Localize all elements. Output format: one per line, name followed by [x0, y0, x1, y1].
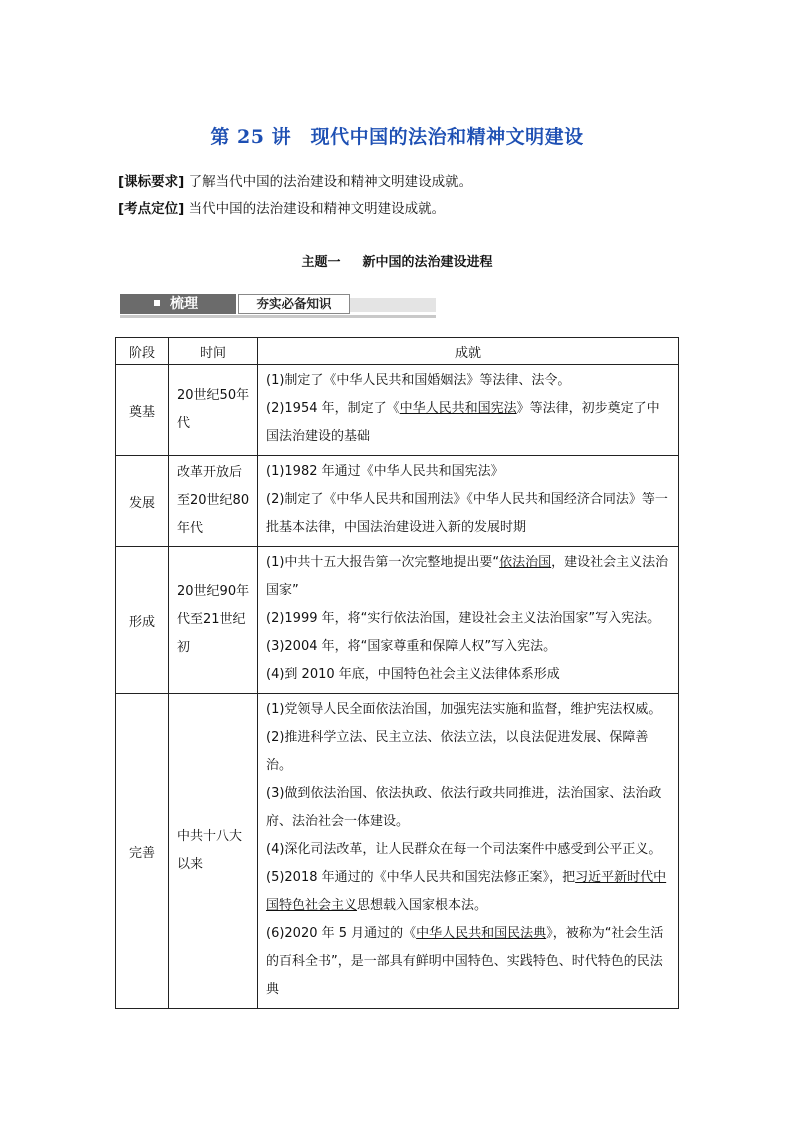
requirement-text: 了解当代中国的法治建设和精神文明建设成就。 [188, 174, 473, 190]
banner-label-text: 梳理 [170, 296, 198, 312]
achievement-text: 思想载入国家根本法。 [357, 898, 488, 913]
section-banner [120, 292, 436, 318]
achievement-item [266, 661, 672, 689]
time-cell: 改革开放后至20世纪80年代 [169, 456, 258, 547]
achievement-item [266, 458, 672, 486]
achievement-text: (2)1954 年，制定了《 [266, 401, 400, 416]
achievement-text: (1)党领导人民全面依法治国，加强宪法实施和监督，维护宪法权威。 [266, 702, 662, 717]
achievement-text: 》，被称为“社会生活的百科全书”，是一部具有鲜明中国特色、实践特色、时代特色的民法典 [266, 926, 664, 997]
achievement-item [266, 724, 672, 780]
exam-focus [118, 199, 445, 219]
time-cell: 20世纪90年代至21世纪初 [169, 547, 258, 694]
time-cell: 20世纪50年代 [169, 365, 258, 456]
achievement-text: (2)1999 年，将“实行依法治国，建设社会主义法治国家”写入宪法。 [266, 611, 661, 626]
underlined-term: 中华人民共和国宪法 [399, 401, 517, 416]
achievement-item [266, 605, 672, 633]
requirement-text: 当代中国的法治建设和精神文明建设成就。 [188, 201, 446, 217]
achievements-cell [258, 547, 679, 694]
header-achievements: 成就 [258, 338, 679, 365]
legal-development-table [115, 337, 679, 1009]
header-time: 时间 [169, 338, 258, 365]
banner-underline [120, 315, 436, 318]
achievement-text: (3)2004 年，将“国家尊重和保障人权”写入宪法。 [266, 639, 557, 654]
achievements-cell [258, 456, 679, 547]
header-stage: 阶段 [116, 338, 169, 365]
theme-heading [0, 251, 794, 270]
table-header-row [116, 338, 679, 365]
achievement-text: (4)深化司法改革，让人民群众在每一个司法案件中感受到公平正义。 [266, 842, 662, 857]
table-row [116, 547, 679, 694]
achievement-item [266, 395, 672, 451]
table-row [116, 365, 679, 456]
requirement-tag: [考点定位] [118, 201, 185, 217]
achievement-text: (2)制定了《中华人民共和国刑法》《中华人民共和国经济合同法》等一批基本法律，中国法治建设进入新的发展时期 [266, 492, 668, 535]
requirement-tag: [课标要求] [118, 174, 185, 190]
achievement-text: (3)做到依法治国、依法执政、依法行政共同推进，法治国家、法治政府、法治社会一体建设。 [266, 786, 662, 829]
banner-subtitle: 夯实必备知识 [238, 294, 350, 314]
achievement-item [266, 780, 672, 836]
stage-cell: 完善 [116, 694, 169, 1009]
underlined-term: 中华人民共和国民法典 [416, 926, 547, 941]
banner-label [120, 294, 236, 314]
achievement-item [266, 549, 672, 605]
achievement-text: (1)制定了《中华人民共和国婚姻法》等法律、法令。 [266, 373, 571, 388]
curriculum-requirement [118, 172, 472, 192]
underlined-term: 依法治国 [499, 555, 552, 570]
achievements-cell [258, 365, 679, 456]
achievement-item [266, 633, 672, 661]
stage-cell: 形成 [116, 547, 169, 694]
square-bullet-icon [154, 300, 160, 306]
achievement-text: (1)1982 年通过《中华人民共和国宪法》 [266, 464, 504, 479]
achievement-text: (2)推进科学立法、民主立法、依法立法，以良法促进发展、保障善治。 [266, 730, 649, 773]
stage-cell: 奠基 [116, 365, 169, 456]
achievement-text: 》等法律，初步奠定了中国法治建设的基础 [266, 401, 660, 444]
table-row [116, 456, 679, 547]
achievement-text: (1)中共十五大报告第一次完整地提出要“ [266, 555, 500, 570]
achievements-cell [258, 694, 679, 1009]
achievement-text: ，建设社会主义法治国家” [266, 555, 669, 598]
achievement-item [266, 367, 672, 395]
achievement-text: (5)2018 年通过的《中华人民共和国宪法修正案》，把 [266, 870, 576, 885]
page-title: 第 25 讲 现代中国的法治和精神文明建设 [210, 126, 584, 148]
achievement-text: (4)到 2010 年底，中国特色社会主义法律体系形成 [266, 667, 560, 682]
stage-cell: 发展 [116, 456, 169, 547]
banner-tail [350, 298, 436, 312]
theme-label: 主题一 [301, 255, 341, 270]
table-row [116, 694, 679, 1009]
achievement-item [266, 920, 672, 1004]
achievement-item [266, 696, 672, 724]
achievement-item [266, 836, 672, 864]
time-cell: 中共十八大以来 [169, 694, 258, 1009]
theme-title: 新中国的法治建设进程 [362, 255, 493, 270]
achievement-item [266, 486, 672, 542]
achievement-text: (6)2020 年 5 月通过的《 [266, 926, 417, 941]
underlined-term: 习近平新时代中国特色社会主义 [266, 870, 667, 913]
achievement-item [266, 864, 672, 920]
